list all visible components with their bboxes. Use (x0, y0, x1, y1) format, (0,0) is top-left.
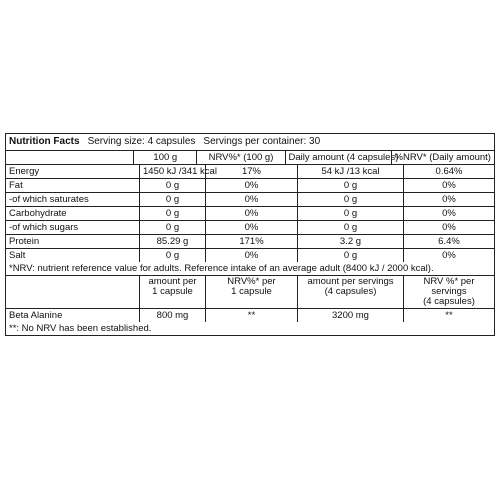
table-cell: 0 g (297, 249, 403, 262)
table-cell: Salt (9, 250, 26, 261)
table-cell: Energy (9, 166, 40, 177)
table-cell: 0 g (139, 179, 205, 192)
table-cell: 0% (205, 193, 297, 206)
table-cell: 0% (403, 179, 494, 192)
table-cell: 800 mg (139, 309, 205, 322)
table-cell: 3200 mg (297, 309, 403, 322)
nrv-note: *NRV: nutrient reference value for adults. Reference intake of an average adult (8400 kJ / 2000 kcal). (6, 262, 494, 276)
table-title: Nutrition Facts (9, 136, 80, 147)
capsule-column-header: NRV%* per 1 capsule (205, 276, 297, 308)
footnote: **: No NRV has been established. (9, 323, 152, 334)
table-cell: 0% (205, 179, 297, 192)
nutrient-row (6, 235, 494, 249)
column-header: 100 g (133, 151, 196, 164)
table-cell: 0% (205, 221, 297, 234)
capsule-column-header (6, 276, 139, 308)
column-header: NRV%* (100 g) (196, 151, 284, 164)
capsule-column-header: amount per 1 capsule (139, 276, 205, 308)
nutrient-row (6, 179, 494, 193)
table-cell: Carbohydrate (9, 208, 67, 219)
table-cell: ** (403, 309, 494, 322)
nutrient-row (6, 207, 494, 221)
table-cell: 0 g (297, 221, 403, 234)
capsule-header-row (6, 276, 494, 309)
nutrition-facts-table (5, 133, 495, 336)
nutrient-row (6, 165, 494, 179)
nutrient-rows (6, 165, 494, 262)
table-cell: 1450 kJ /341 kcal (139, 165, 205, 178)
column-header: Daily amount (4 capsules) (285, 151, 391, 164)
table-cell: 0 g (139, 207, 205, 220)
column-header-row (6, 151, 494, 165)
table-cell: 85.29 g (139, 235, 205, 248)
column-header: %NRV* (Daily amount) (391, 151, 494, 164)
table-cell: -of which sugars (9, 222, 79, 233)
table-cell: 0 g (297, 193, 403, 206)
table-cell: 3.2 g (297, 235, 403, 248)
table-cell: 0 g (297, 207, 403, 220)
table-cell: 54 kJ /13 kcal (297, 165, 403, 178)
capsule-row (6, 309, 494, 322)
table-cell: 0% (403, 249, 494, 262)
capsule-column-header: amount per servings (4 capsules) (297, 276, 403, 308)
table-cell: 0.64% (403, 165, 494, 178)
table-cell: 0 g (139, 193, 205, 206)
table-cell: 171% (205, 235, 297, 248)
table-cell: 0% (403, 221, 494, 234)
nutrient-row (6, 193, 494, 207)
table-cell: 0 g (297, 179, 403, 192)
capsule-rows (6, 309, 494, 322)
table-cell: 6.4% (403, 235, 494, 248)
table-cell: ** (205, 309, 297, 322)
table-cell: 17% (205, 165, 297, 178)
column-header (6, 151, 133, 164)
table-cell: -of which saturates (9, 194, 89, 205)
servings-per-container: Servings per container: 30 (203, 136, 321, 147)
table-cell: 0% (205, 249, 297, 262)
table-header-row (6, 134, 494, 151)
table-cell: Beta Alanine (9, 310, 63, 321)
table-cell: Protein (9, 236, 40, 247)
table-cell: 0% (403, 193, 494, 206)
table-cell: 0 g (139, 221, 205, 234)
table-cell: 0% (403, 207, 494, 220)
serving-size: Serving size: 4 capsules (87, 136, 196, 147)
nutrient-row (6, 249, 494, 262)
table-cell: Fat (9, 180, 23, 191)
capsule-column-header: NRV %* per servings (4 capsules) (403, 276, 494, 308)
table-cell: 0 g (139, 249, 205, 262)
table-cell: 0% (205, 207, 297, 220)
nutrient-row (6, 221, 494, 235)
